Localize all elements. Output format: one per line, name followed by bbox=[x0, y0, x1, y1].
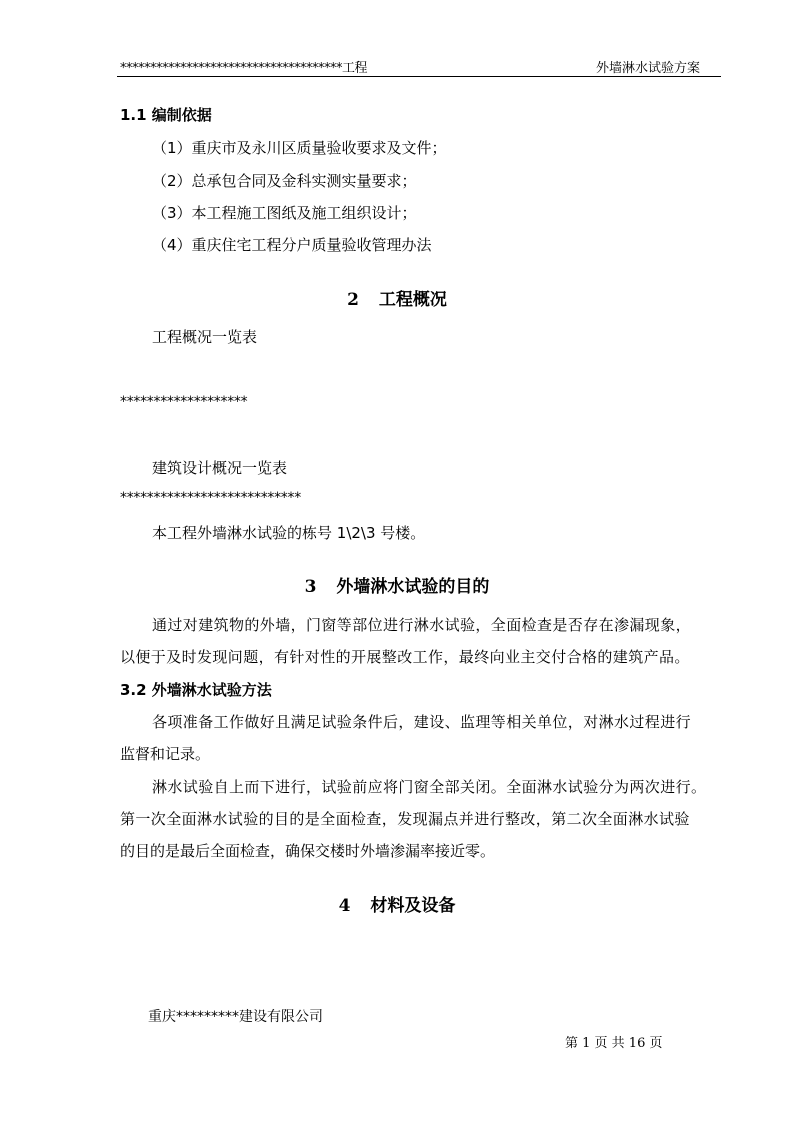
footer-company: 重庆*********建设有限公司 bbox=[148, 1009, 323, 1025]
method-p2-line-2: 第一次全面淋水试验的目的是全面检查，发现漏点并进行整改，第二次全面淋水试验 bbox=[120, 810, 690, 828]
overview-table-label: 工程概况一览表 bbox=[152, 328, 258, 346]
basis-item-1: （1）重庆市及永川区质量验收要求及文件； bbox=[152, 139, 447, 157]
basis-item-2: （2）总承包合同及金科实测实量要求； bbox=[152, 172, 417, 190]
heading-section-4 bbox=[0, 891, 794, 916]
method-p2-line-1: 淋水试验自上而下进行，试验前应将门窗全部关闭。全面淋水试验分为两次进行。 bbox=[152, 778, 707, 796]
section-3-number: 3 bbox=[304, 577, 317, 597]
heading-3-2: 3.2 外墙淋水试验方法 bbox=[120, 681, 272, 699]
heading-section-2 bbox=[0, 285, 794, 310]
basis-item-4: （4）重庆住宅工程分户质量验收管理办法 bbox=[152, 236, 432, 254]
method-p1-line-2: 监督和记录。 bbox=[120, 745, 211, 763]
heading-1-1: 1.1 编制依据 bbox=[120, 106, 212, 124]
design-table-label: 建筑设计概况一览表 bbox=[152, 459, 288, 477]
section-4-title: 材料及设备 bbox=[370, 896, 456, 916]
section-3-title: 外墙淋水试验的目的 bbox=[336, 577, 490, 597]
header-doc-title: 外墙淋水试验方案 bbox=[596, 61, 701, 76]
redacted-text-2: *************************** bbox=[120, 490, 301, 506]
building-numbers-text: 本工程外墙淋水试验的栋号 1\2\3 号楼。 bbox=[152, 524, 426, 542]
header-project-name: *************************************工程 bbox=[120, 61, 368, 76]
section-4-number: 4 bbox=[338, 896, 351, 916]
header-rule bbox=[117, 76, 721, 77]
purpose-line-1: 通过对建筑物的外墙，门窗等部位进行淋水试验，全面检查是否存在渗漏现象， bbox=[152, 616, 692, 634]
heading-section-3 bbox=[0, 572, 794, 597]
footer-page-number: 第 1 页 共 16 页 bbox=[565, 1036, 663, 1051]
method-p2-line-3: 的目的是最后全面检查，确保交楼时外墙渗漏率接近零。 bbox=[120, 842, 496, 860]
method-p1-line-1: 各项准备工作做好且满足试验条件后，建设、监理等相关单位，对淋水过程进行 bbox=[152, 713, 692, 731]
purpose-line-2: 以便于及时发现问题，有针对性的开展整改工作，最终向业主交付合格的建筑产品。 bbox=[120, 648, 690, 666]
section-2-number: 2 bbox=[347, 290, 359, 310]
redacted-text-1: ******************* bbox=[120, 394, 248, 410]
section-2-title: 工程概况 bbox=[378, 290, 447, 310]
basis-item-3: （3）本工程施工图纸及施工组织设计； bbox=[152, 204, 417, 222]
